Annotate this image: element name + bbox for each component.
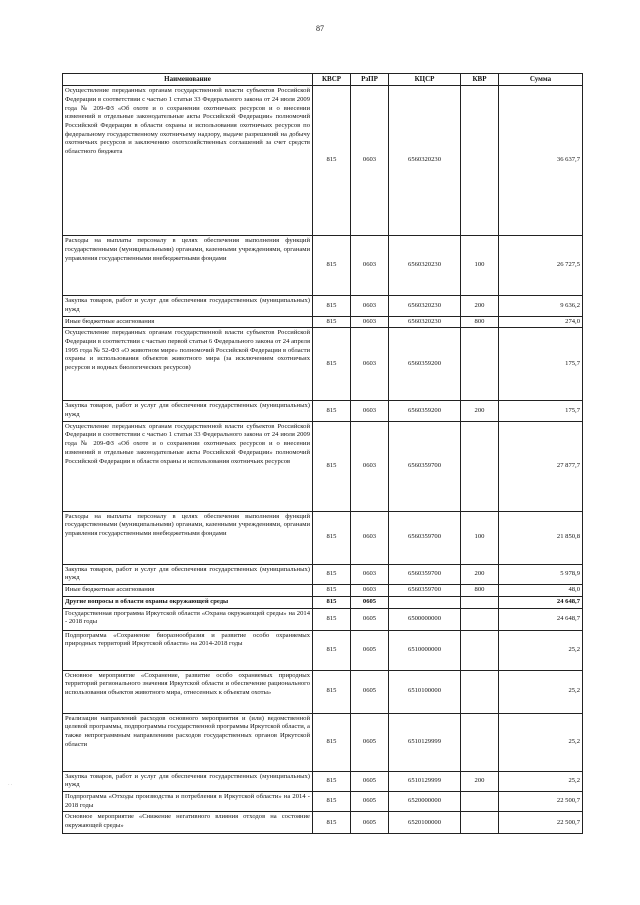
row-kvr: 100	[461, 236, 499, 296]
row-kcsr: 6560359700	[389, 564, 461, 584]
row-name: Реализация направлений расходов основного мероприятия и (или) ведомственной целевой программы, подпрограммы государственной программы Иркутской области, а также непрограммным направлениям расходов государственных органов Иркутской области	[63, 713, 313, 771]
page-number: 87	[316, 24, 324, 33]
table-row	[63, 596, 583, 608]
row-sum: 25,2	[499, 771, 583, 791]
table-row	[63, 713, 583, 771]
table-row	[63, 328, 583, 401]
table-row	[63, 86, 583, 236]
row-kvr: 200	[461, 564, 499, 584]
row-kcsr: 6560320230	[389, 236, 461, 296]
row-sum: 21 850,8	[499, 511, 583, 564]
row-rzpr: 0605	[351, 670, 389, 713]
row-kcsr: 6510129999	[389, 713, 461, 771]
row-kcsr: 6510100000	[389, 670, 461, 713]
column-header-sum: Сумма	[499, 74, 583, 86]
row-kvr	[461, 630, 499, 670]
column-header-kvsr: КВСР	[313, 74, 351, 86]
row-sum: 9 636,2	[499, 296, 583, 316]
row-sum: 25,2	[499, 630, 583, 670]
row-sum: 27 877,7	[499, 421, 583, 511]
row-rzpr: 0603	[351, 564, 389, 584]
row-kvsr: 815	[313, 564, 351, 584]
table-row	[63, 511, 583, 564]
column-header-rzpr: РзПР	[351, 74, 389, 86]
row-sum: 36 637,7	[499, 86, 583, 236]
row-rzpr: 0605	[351, 630, 389, 670]
row-kvsr: 815	[313, 401, 351, 421]
row-kvr	[461, 596, 499, 608]
row-kcsr: 6560320230	[389, 316, 461, 328]
column-header-kcsr: КЦСР	[389, 74, 461, 86]
row-name: Расходы на выплаты персоналу в целях обеспечения выполнения функций государственными (муниципальными) органами, казенными учреждениями, органами управления государственными внебюджетными фондами	[63, 511, 313, 564]
row-kvr: 800	[461, 585, 499, 597]
table-row	[63, 791, 583, 811]
row-kvr: 800	[461, 316, 499, 328]
row-kvsr: 815	[313, 713, 351, 771]
table-row	[63, 585, 583, 597]
row-name: Подпрограмма «Отходы производства и потребления в Иркутской области» на 2014 - 2018 годы	[63, 791, 313, 811]
table-row	[63, 401, 583, 421]
row-kvr	[461, 328, 499, 401]
row-name: Закупка товаров, работ и услуг для обеспечения государственных (муниципальных) нужд	[63, 401, 313, 421]
table-row	[63, 771, 583, 791]
row-kcsr: 6510000000	[389, 630, 461, 670]
row-rzpr: 0603	[351, 328, 389, 401]
row-rzpr: 0605	[351, 771, 389, 791]
row-sum: 22 500,7	[499, 812, 583, 834]
table-row	[63, 608, 583, 630]
row-kvsr: 815	[313, 596, 351, 608]
row-kvr	[461, 608, 499, 630]
row-kvr: 200	[461, 771, 499, 791]
row-rzpr: 0603	[351, 585, 389, 597]
row-kcsr: 6500000000	[389, 608, 461, 630]
row-name: Осуществление переданных органам государственной власти субъектов Российской Федерации в соответствии с частью 1 статьи 33 Федерального закона от 24 июля 2009 года № 209-ФЗ «Об охоте и о сохранении охотничьих ресурсов и о внесении изменений в отдельные законодательные акты Российской Федерации» полномочий Российской Федерации в области охраны и использования охотничьих ресурсов	[63, 421, 313, 511]
row-sum: 175,7	[499, 328, 583, 401]
row-rzpr: 0603	[351, 511, 389, 564]
row-name: Осуществление переданных органам государственной власти субъектов Российской Федерации в соответствии с частью первой статьи 6 Федерального закона от 24 апреля 1995 года № 52-ФЗ «О животном мире» полномочий Российской Федерации в области охраны и использования объектов животного мира (за исключением охотничьих ресурсов и водных биологических ресурсов)	[63, 328, 313, 401]
table-row	[63, 316, 583, 328]
row-name: Основное мероприятие «Снижение негативного влияния отходов на состояние окружающей среды»	[63, 812, 313, 834]
table-row	[63, 670, 583, 713]
row-kvsr: 815	[313, 585, 351, 597]
row-sum: 26 727,5	[499, 236, 583, 296]
row-kvsr: 815	[313, 670, 351, 713]
row-kvr	[461, 421, 499, 511]
row-kvsr: 815	[313, 771, 351, 791]
row-sum: 175,7	[499, 401, 583, 421]
row-kcsr: 6520100000	[389, 812, 461, 834]
row-rzpr: 0603	[351, 296, 389, 316]
row-sum: 25,2	[499, 713, 583, 771]
table-row	[63, 296, 583, 316]
row-kvr	[461, 86, 499, 236]
row-kvsr: 815	[313, 630, 351, 670]
row-sum: 48,0	[499, 585, 583, 597]
row-kcsr: 6560320230	[389, 296, 461, 316]
row-kcsr	[389, 596, 461, 608]
row-name: Иные бюджетные ассигнования	[63, 316, 313, 328]
row-name: Подпрограмма «Сохранение биоразнообразия и развитие особо охраняемых природных территорий Иркутской области» на 2014-2018 годы	[63, 630, 313, 670]
row-kvsr: 815	[313, 511, 351, 564]
row-kvr	[461, 713, 499, 771]
row-rzpr: 0603	[351, 236, 389, 296]
row-name: Основное мероприятие «Сохранение, развитие особо охраняемых природных территорий регионального значения Иркутской области и обеспечение рационального использования объектов животного мира, отнесенных к объектам охоты»	[63, 670, 313, 713]
row-rzpr: 0603	[351, 401, 389, 421]
row-kvr: 200	[461, 401, 499, 421]
row-kvr: 100	[461, 511, 499, 564]
row-name: Закупка товаров, работ и услуг для обеспечения государственных (муниципальных) нужд	[63, 296, 313, 316]
column-header-kvr: КВР	[461, 74, 499, 86]
row-kcsr: 6560359700	[389, 421, 461, 511]
row-kvr	[461, 812, 499, 834]
row-kvsr: 815	[313, 316, 351, 328]
table-row	[63, 812, 583, 834]
table-row	[63, 236, 583, 296]
row-rzpr: 0603	[351, 316, 389, 328]
budget-table	[62, 73, 583, 834]
row-kvsr: 815	[313, 296, 351, 316]
row-sum: 274,0	[499, 316, 583, 328]
row-name: Расходы на выплаты персоналу в целях обеспечения выполнения функций государственными (муниципальными) органами, казенными учреждениями, органами управления государственными внебюджетными фондами	[63, 236, 313, 296]
row-kcsr: 6520000000	[389, 791, 461, 811]
row-kcsr: 6560320230	[389, 86, 461, 236]
table-row	[63, 630, 583, 670]
row-kvsr: 815	[313, 236, 351, 296]
row-rzpr: 0603	[351, 421, 389, 511]
row-rzpr: 0605	[351, 596, 389, 608]
row-kvsr: 815	[313, 812, 351, 834]
row-rzpr: 0605	[351, 812, 389, 834]
row-kvsr: 815	[313, 421, 351, 511]
row-sum: 24 648,7	[499, 596, 583, 608]
row-name: Закупка товаров, работ и услуг для обеспечения государственных (муниципальных) нужд	[63, 564, 313, 584]
row-name: Осуществление переданных органам государственной власти субъектов Российской Федерации в соответствии с частью 1 статьи 33 Федерального закона от 24 июля 2009 года № 209-ФЗ «Об охоте и о сохранении охотничьих ресурсов и о внесении изменений в отдельные законодательные акты Российской Федерации» полномочий Российской Федерации в области охраны и использования охотничьих ресурсов по федеральному государственному охотничьему надзору, выдаче разрешений на добычу охотничьих ресурсов и заключению охотхозяйственных соглашений за счет средств областного бюджета	[63, 86, 313, 236]
row-name: Закупка товаров, работ и услуг для обеспечения государственных (муниципальных) нужд	[63, 771, 313, 791]
row-kcsr: 6560359200	[389, 401, 461, 421]
column-header-name: Наименование	[63, 74, 313, 86]
row-kcsr: 6560359700	[389, 511, 461, 564]
row-rzpr: 0603	[351, 86, 389, 236]
row-kvsr: 815	[313, 86, 351, 236]
row-rzpr: 0605	[351, 608, 389, 630]
row-kvsr: 815	[313, 608, 351, 630]
row-name: Иные бюджетные ассигнования	[63, 585, 313, 597]
row-kcsr: 6560359700	[389, 585, 461, 597]
row-sum: 24 648,7	[499, 608, 583, 630]
table-row	[63, 564, 583, 584]
row-name: Государственная программа Иркутской области «Охрана окружающей среды» на 2014 - 2018 годы	[63, 608, 313, 630]
row-kcsr: 6510129999	[389, 771, 461, 791]
scan-artifact: · ·	[8, 783, 13, 788]
row-kvr	[461, 791, 499, 811]
row-kvsr: 815	[313, 791, 351, 811]
row-rzpr: 0605	[351, 791, 389, 811]
row-kcsr: 6560359200	[389, 328, 461, 401]
row-kvr	[461, 670, 499, 713]
row-kvr: 200	[461, 296, 499, 316]
row-sum: 22 500,7	[499, 791, 583, 811]
table-row	[63, 421, 583, 511]
row-kvsr: 815	[313, 328, 351, 401]
row-sum: 5 978,9	[499, 564, 583, 584]
row-sum: 25,2	[499, 670, 583, 713]
row-name: Другие вопросы в области охраны окружающей среды	[63, 596, 313, 608]
table-header-row	[63, 74, 583, 86]
row-rzpr: 0605	[351, 713, 389, 771]
